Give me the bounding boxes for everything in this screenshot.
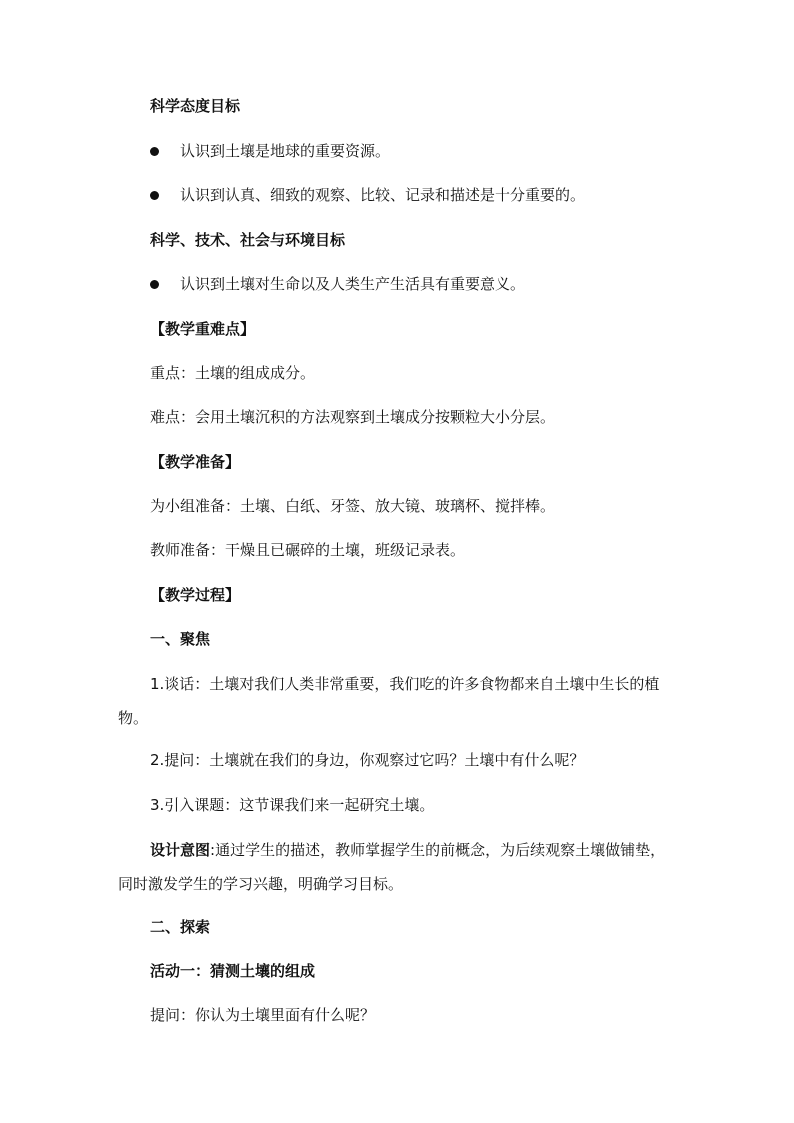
step-2: 2.提问：土壤就在我们的身边，你观察过它吗？土壤中有什么呢？: [150, 751, 585, 769]
list-item: [150, 185, 670, 205]
key-points-heading: 【教学重难点】: [150, 320, 256, 338]
step-1: 1.谈话：土壤对我们人类非常重要，我们吃的许多食物都来自土壤中生长的植物。: [118, 675, 660, 727]
difficult-point: 难点：会用土壤沉积的方法观察到土壤成分按颗粒大小分层。: [150, 408, 556, 426]
design-intent: [118, 833, 678, 901]
activity1-question: 提问：你认为土壤里面有什么呢？: [150, 1006, 376, 1024]
design-intent-text: :通过学生的描述，教师掌握学生的前概念，为后续观察土壤做铺垫，同时激发学生的学习兴趣，明确学习目标。: [118, 841, 666, 893]
list-item-text: 认识到土壤对生命以及人类生产生活具有重要意义。: [180, 275, 526, 293]
list-item-text: 认识到认真、细致的观察、比较、记录和描述是十分重要的。: [180, 186, 586, 204]
bullet-icon: [150, 147, 159, 156]
sts-heading: 科学、技术、社会与环境目标: [150, 231, 346, 249]
design-intent-label: 设计意图: [150, 841, 211, 859]
list-item: [150, 274, 670, 294]
part2-heading: 二、探索: [150, 918, 211, 936]
list-item: [150, 141, 670, 161]
bullet-icon: [150, 280, 159, 289]
list-item-text: 认识到土壤是地球的重要资源。: [180, 142, 391, 160]
bullet-icon: [150, 191, 159, 200]
prep-group: 为小组准备：土壤、白纸、牙签、放大镜、玻璃杯、搅拌棒。: [150, 497, 556, 515]
attitude-heading: 科学态度目标: [150, 97, 241, 115]
prep-teacher: 教师准备：干燥且已碾碎的土壤，班级记录表。: [150, 541, 466, 559]
part1-heading: 一、聚焦: [150, 630, 211, 648]
process-heading: 【教学过程】: [150, 586, 241, 604]
step-3: 3.引入课题：这节课我们来一起研究土壤。: [150, 796, 435, 814]
key-point: 重点：土壤的组成成分。: [150, 364, 316, 382]
prep-heading: 【教学准备】: [150, 453, 241, 471]
activity1-heading: 活动一：猜测土壤的组成: [150, 962, 316, 980]
